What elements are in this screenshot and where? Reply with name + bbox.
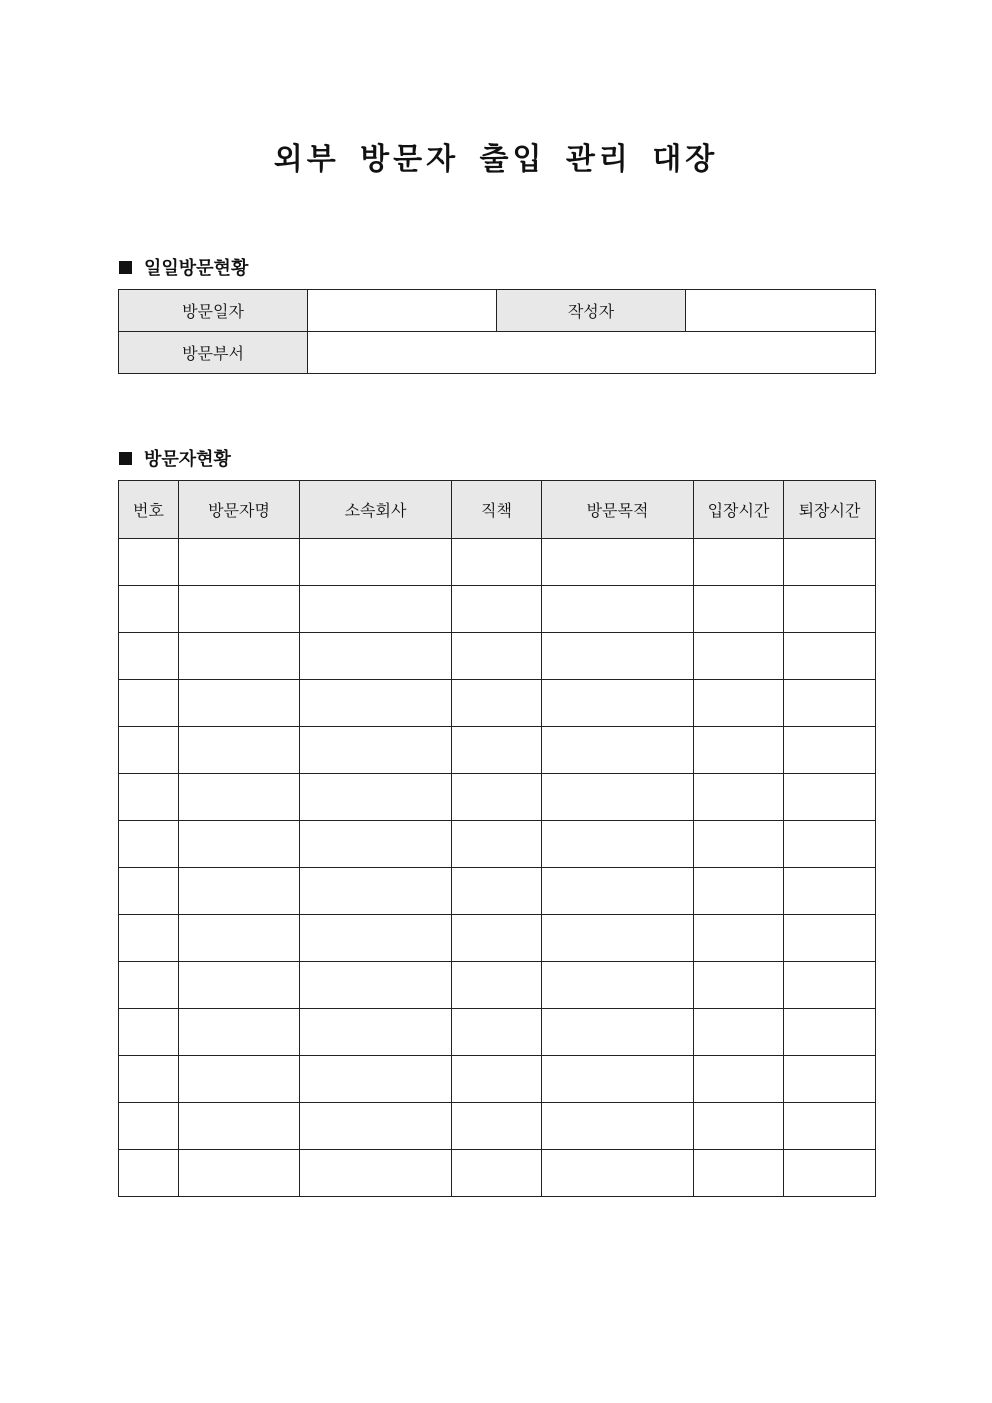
daily-info-table xyxy=(118,289,876,374)
cell-position[interactable] xyxy=(452,1056,542,1103)
cell-exit-time[interactable] xyxy=(784,539,876,586)
daily-section-heading xyxy=(119,254,248,280)
cell-no[interactable] xyxy=(119,962,179,1009)
cell-exit-time[interactable] xyxy=(784,821,876,868)
cell-company[interactable] xyxy=(300,727,452,774)
visitor-section-title: 방문자현황 xyxy=(144,449,231,470)
cell-company[interactable] xyxy=(300,1150,452,1197)
cell-visitor-name[interactable] xyxy=(179,1056,300,1103)
cell-no[interactable] xyxy=(119,539,179,586)
cell-company[interactable] xyxy=(300,633,452,680)
cell-company[interactable] xyxy=(300,915,452,962)
cell-exit-time[interactable] xyxy=(784,1009,876,1056)
cell-entry-time[interactable] xyxy=(694,680,784,727)
cell-purpose[interactable] xyxy=(542,1150,694,1197)
column-header-company: 소속회사 xyxy=(300,481,452,539)
cell-exit-time[interactable] xyxy=(784,1150,876,1197)
cell-position[interactable] xyxy=(452,915,542,962)
cell-no[interactable] xyxy=(119,727,179,774)
author-label: 작성자 xyxy=(497,290,686,332)
cell-purpose[interactable] xyxy=(542,680,694,727)
column-header-visitor-name: 방문자명 xyxy=(179,481,300,539)
cell-visitor-name[interactable] xyxy=(179,821,300,868)
info-row xyxy=(119,290,876,332)
cell-company[interactable] xyxy=(300,586,452,633)
cell-entry-time[interactable] xyxy=(694,727,784,774)
cell-company[interactable] xyxy=(300,1056,452,1103)
cell-visitor-name[interactable] xyxy=(179,915,300,962)
cell-purpose[interactable] xyxy=(542,633,694,680)
square-bullet-icon xyxy=(119,452,132,465)
cell-position[interactable] xyxy=(452,680,542,727)
daily-section-title: 일일방문현황 xyxy=(144,258,249,279)
cell-company[interactable] xyxy=(300,680,452,727)
cell-company[interactable] xyxy=(300,962,452,1009)
square-bullet-icon xyxy=(119,261,132,274)
cell-exit-time[interactable] xyxy=(784,633,876,680)
cell-position[interactable] xyxy=(452,1009,542,1056)
visit-date-label: 방문일자 xyxy=(119,290,308,332)
department-label: 방문부서 xyxy=(119,332,308,374)
cell-no[interactable] xyxy=(119,821,179,868)
cell-position[interactable] xyxy=(452,633,542,680)
cell-purpose[interactable] xyxy=(542,727,694,774)
author-field[interactable] xyxy=(686,290,876,332)
cell-visitor-name[interactable] xyxy=(179,1009,300,1056)
column-header-exit-time: 퇴장시간 xyxy=(784,481,876,539)
visit-date-field[interactable] xyxy=(308,290,497,332)
cell-no[interactable] xyxy=(119,915,179,962)
table-row xyxy=(119,821,876,868)
cell-visitor-name[interactable] xyxy=(179,962,300,1009)
cell-visitor-name[interactable] xyxy=(179,727,300,774)
cell-exit-time[interactable] xyxy=(784,727,876,774)
cell-purpose[interactable] xyxy=(542,915,694,962)
cell-purpose[interactable] xyxy=(542,1009,694,1056)
cell-position[interactable] xyxy=(452,727,542,774)
cell-purpose[interactable] xyxy=(542,962,694,1009)
cell-purpose[interactable] xyxy=(542,868,694,915)
cell-exit-time[interactable] xyxy=(784,586,876,633)
cell-company[interactable] xyxy=(300,1009,452,1056)
cell-entry-time[interactable] xyxy=(694,1150,784,1197)
cell-position[interactable] xyxy=(452,962,542,1009)
cell-position[interactable] xyxy=(452,539,542,586)
table-row xyxy=(119,1056,876,1103)
cell-purpose[interactable] xyxy=(542,539,694,586)
cell-purpose[interactable] xyxy=(542,774,694,821)
cell-exit-time[interactable] xyxy=(784,774,876,821)
table-row xyxy=(119,1103,876,1150)
cell-entry-time[interactable] xyxy=(694,962,784,1009)
column-header-position: 직책 xyxy=(452,481,542,539)
table-row xyxy=(119,727,876,774)
table-row xyxy=(119,680,876,727)
cell-no[interactable] xyxy=(119,1103,179,1150)
cell-no[interactable] xyxy=(119,586,179,633)
page-title: 외부 방문자 출입 관리 대장 xyxy=(273,142,719,177)
cell-exit-time[interactable] xyxy=(784,915,876,962)
cell-no[interactable] xyxy=(119,868,179,915)
cell-entry-time[interactable] xyxy=(694,539,784,586)
cell-no[interactable] xyxy=(119,1150,179,1197)
cell-company[interactable] xyxy=(300,774,452,821)
cell-no[interactable] xyxy=(119,633,179,680)
cell-entry-time[interactable] xyxy=(694,633,784,680)
cell-entry-time[interactable] xyxy=(694,586,784,633)
cell-visitor-name[interactable] xyxy=(179,774,300,821)
cell-entry-time[interactable] xyxy=(694,1103,784,1150)
cell-position[interactable] xyxy=(452,1103,542,1150)
table-row xyxy=(119,962,876,1009)
cell-position[interactable] xyxy=(452,821,542,868)
cell-company[interactable] xyxy=(300,1103,452,1150)
visitor-table xyxy=(118,480,876,1197)
table-row xyxy=(119,915,876,962)
column-header-entry-time: 입장시간 xyxy=(694,481,784,539)
table-row xyxy=(119,1009,876,1056)
cell-position[interactable] xyxy=(452,1150,542,1197)
cell-visitor-name[interactable] xyxy=(179,586,300,633)
cell-position[interactable] xyxy=(452,868,542,915)
cell-entry-time[interactable] xyxy=(694,1056,784,1103)
cell-entry-time[interactable] xyxy=(694,774,784,821)
table-row xyxy=(119,774,876,821)
table-row xyxy=(119,586,876,633)
cell-exit-time[interactable] xyxy=(784,1056,876,1103)
cell-visitor-name[interactable] xyxy=(179,1150,300,1197)
cell-visitor-name[interactable] xyxy=(179,868,300,915)
cell-no[interactable] xyxy=(119,1009,179,1056)
table-row xyxy=(119,539,876,586)
cell-entry-time[interactable] xyxy=(694,915,784,962)
cell-company[interactable] xyxy=(300,868,452,915)
cell-no[interactable] xyxy=(119,680,179,727)
cell-company[interactable] xyxy=(300,539,452,586)
cell-entry-time[interactable] xyxy=(694,868,784,915)
info-row xyxy=(119,332,876,374)
cell-entry-time[interactable] xyxy=(694,1009,784,1056)
column-header-no: 번호 xyxy=(119,481,179,539)
cell-exit-time[interactable] xyxy=(784,1103,876,1150)
cell-position[interactable] xyxy=(452,774,542,821)
column-header-purpose: 방문목적 xyxy=(542,481,694,539)
table-row xyxy=(119,633,876,680)
cell-visitor-name[interactable] xyxy=(179,633,300,680)
cell-position[interactable] xyxy=(452,586,542,633)
department-field[interactable] xyxy=(308,332,876,374)
visitor-section-heading xyxy=(119,445,231,471)
cell-entry-time[interactable] xyxy=(694,821,784,868)
table-row xyxy=(119,868,876,915)
cell-no[interactable] xyxy=(119,774,179,821)
cell-purpose[interactable] xyxy=(542,1056,694,1103)
table-row xyxy=(119,1150,876,1197)
cell-visitor-name[interactable] xyxy=(179,1103,300,1150)
cell-purpose[interactable] xyxy=(542,821,694,868)
cell-exit-time[interactable] xyxy=(784,868,876,915)
cell-purpose[interactable] xyxy=(542,586,694,633)
cell-exit-time[interactable] xyxy=(784,962,876,1009)
cell-purpose[interactable] xyxy=(542,1103,694,1150)
cell-no[interactable] xyxy=(119,1056,179,1103)
cell-exit-time[interactable] xyxy=(784,680,876,727)
cell-visitor-name[interactable] xyxy=(179,539,300,586)
cell-company[interactable] xyxy=(300,821,452,868)
cell-visitor-name[interactable] xyxy=(179,680,300,727)
table-header-row xyxy=(119,481,876,539)
